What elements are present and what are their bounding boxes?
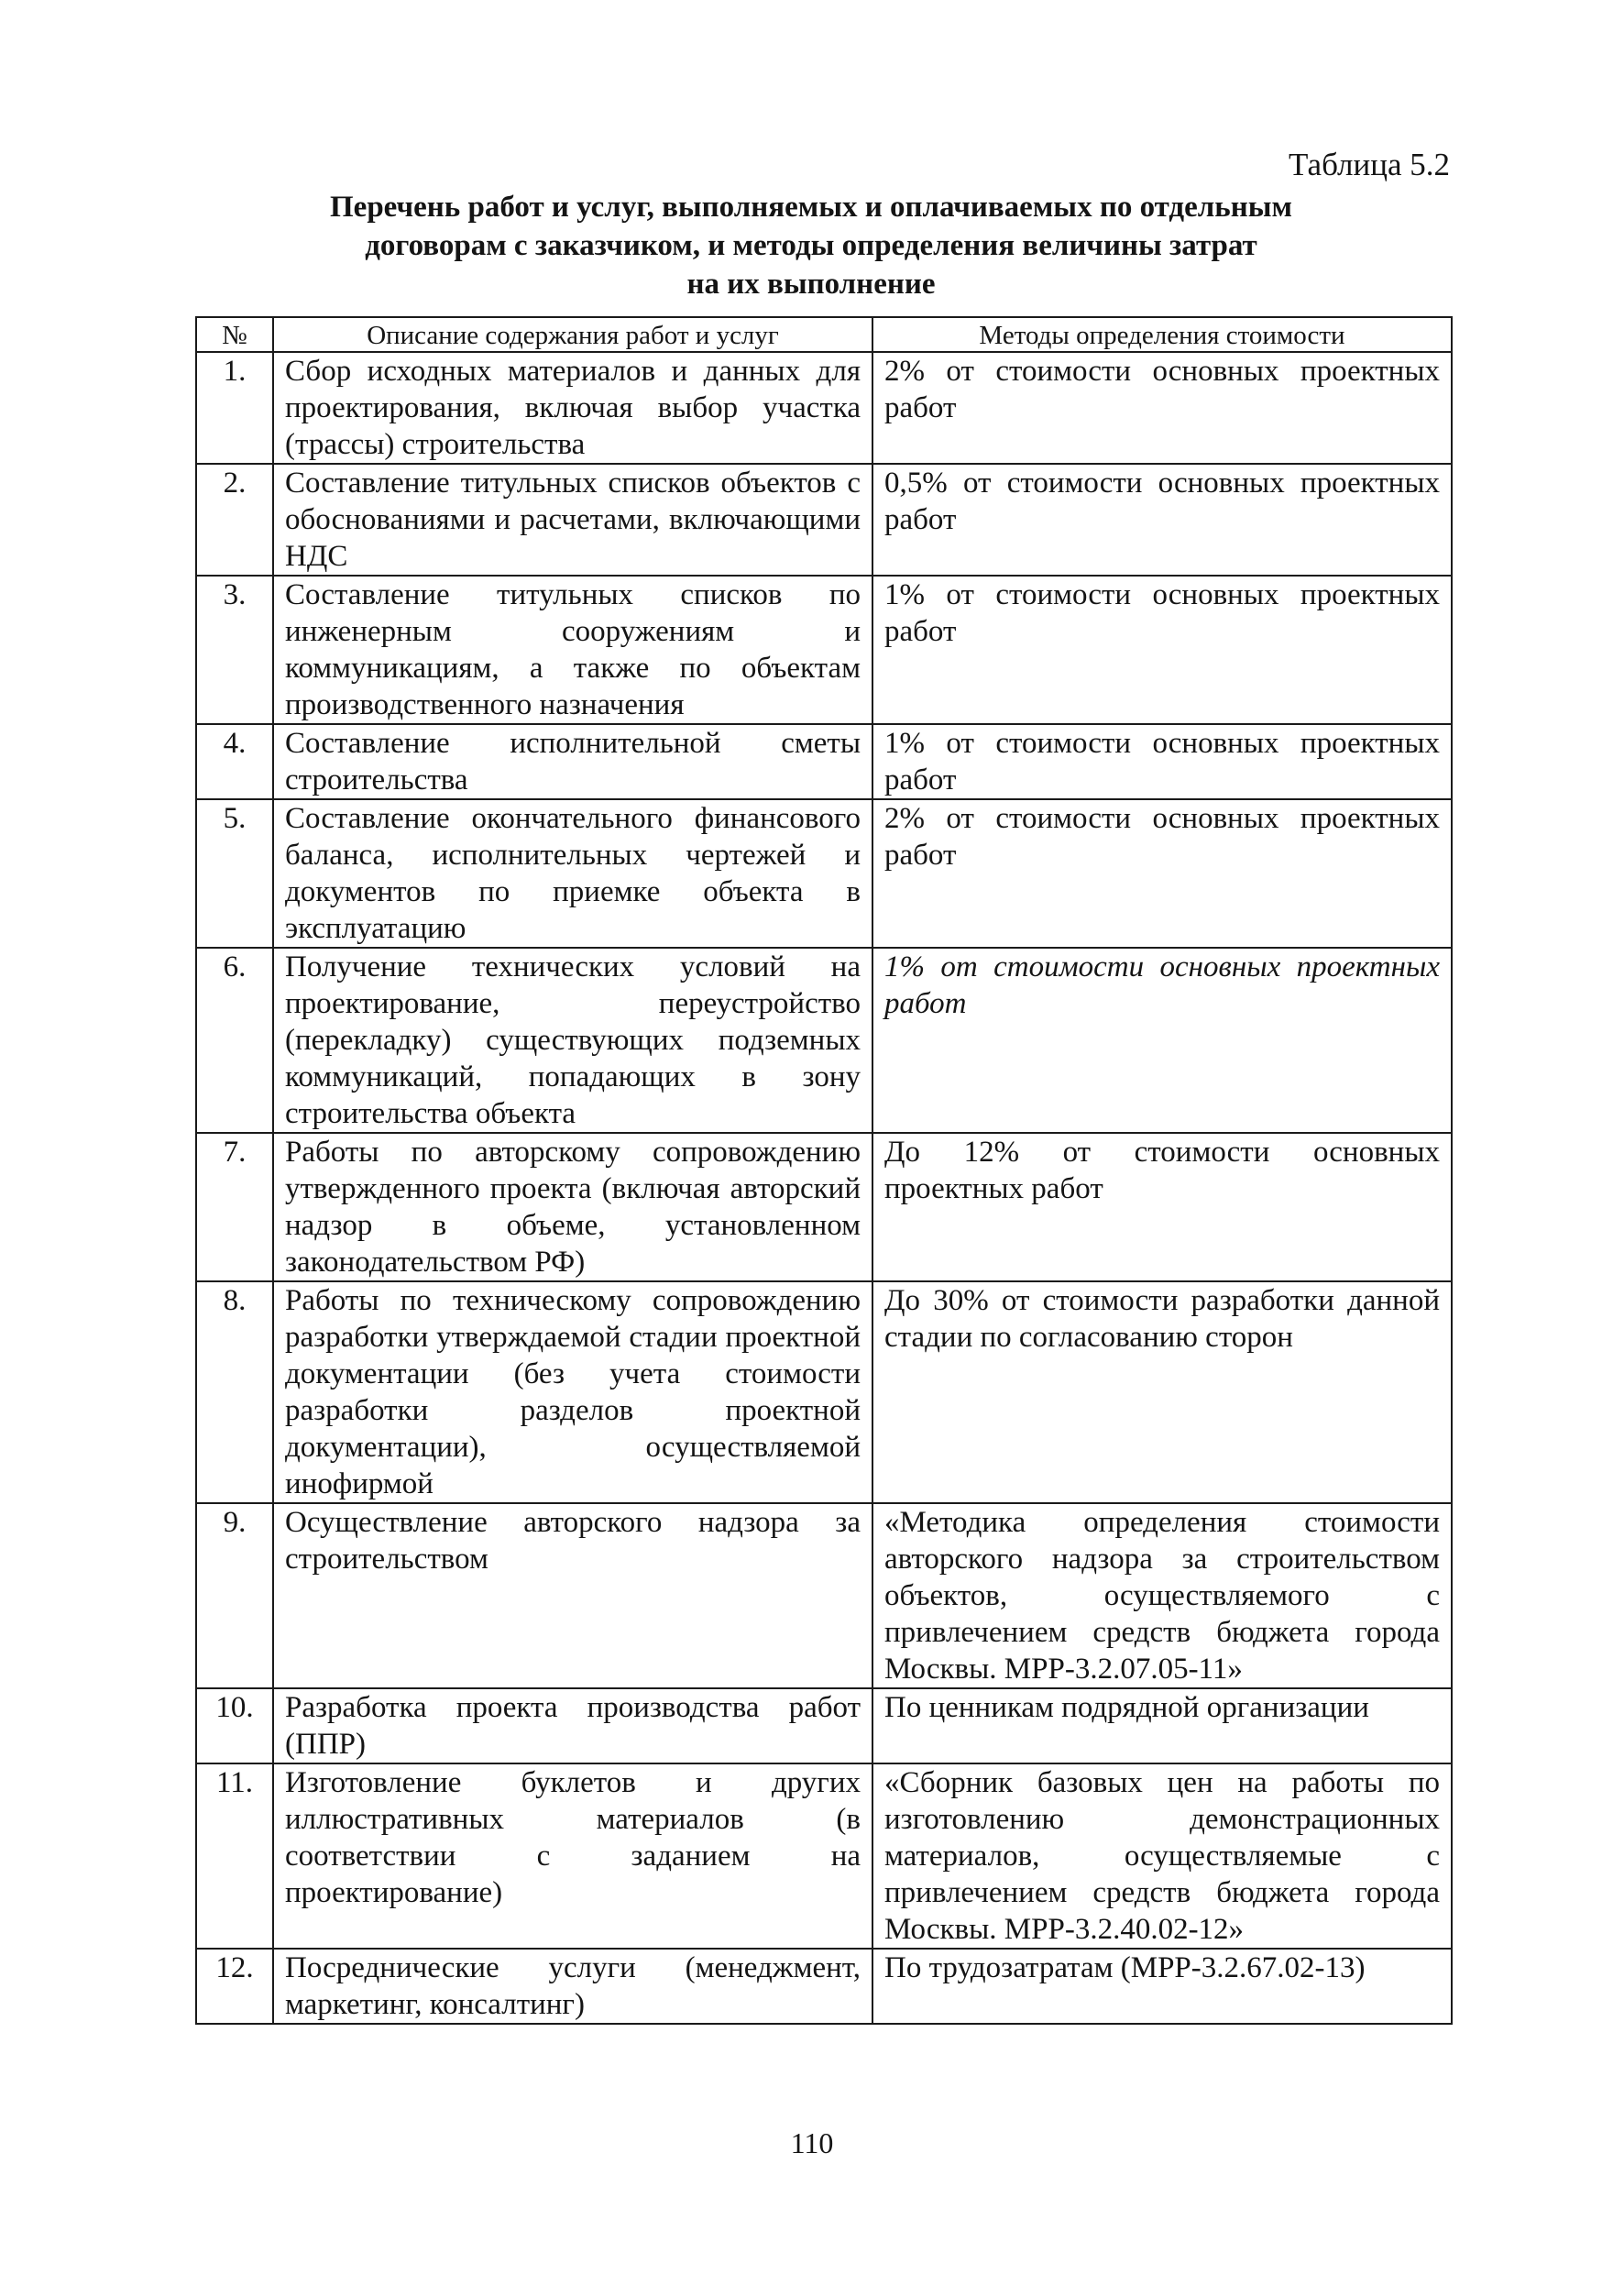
row-method: До 30% от стоимости разработки данной стадии по согласованию сторон [872,1281,1452,1503]
document-title [202,188,1421,303]
row-method: «Методика определения стоимости авторского надзора за строительством объектов, осуществляемого с привлечением средств бюджета города Москвы. МРР-3.2.07.05-11» [872,1503,1452,1688]
header-method: Методы определения стоимости [872,317,1452,352]
row-number: 2. [196,464,273,576]
row-description: Посреднические услуги (менеджмент, маркетинг, консалтинг) [273,1949,872,2024]
row-number: 11. [196,1763,273,1949]
table-row [196,576,1452,724]
row-description: Работы по техническому сопровождению разработки утверждаемой стадии проектной документации (без учета стоимости разработки разделов проектной документации), осуществляемой инофирмой [273,1281,872,1503]
row-description: Разработка проекта производства работ (ППР) [273,1688,872,1763]
works-table [195,316,1453,2025]
row-description: Осуществление авторского надзора за строительством [273,1503,872,1688]
row-method: По ценникам подрядной организации [872,1688,1452,1763]
row-method: 0,5% от стоимости основных проектных работ [872,464,1452,576]
row-method: 2% от стоимости основных проектных работ [872,352,1452,464]
row-number: 10. [196,1688,273,1763]
row-method: До 12% от стоимости основных проектных работ [872,1133,1452,1281]
table-header-row [196,317,1452,352]
row-description: Составление титульных списков по инженерным сооружениям и коммуникациям, а также по объектам производственного назначения [273,576,872,724]
row-number: 12. [196,1949,273,2024]
table-row [196,1281,1452,1503]
table-row [196,1503,1452,1688]
table-row [196,1688,1452,1763]
row-description: Работы по авторскому сопровождению утвержденного проекта (включая авторский надзор в объеме, установленном законодательством РФ) [273,1133,872,1281]
row-number: 1. [196,352,273,464]
row-number: 6. [196,948,273,1133]
row-number: 9. [196,1503,273,1688]
table-row [196,799,1452,948]
table-row [196,1133,1452,1281]
row-method: По трудозатратам (МРР-3.2.67.02-13) [872,1949,1452,2024]
table-row [196,1763,1452,1949]
row-number: 7. [196,1133,273,1281]
row-method: 2% от стоимости основных проектных работ [872,799,1452,948]
title-line: договорам с заказчиком, и методы определения величины затрат [365,229,1257,262]
row-method: 1% от стоимости основных проектных работ [872,576,1452,724]
table-row [196,948,1452,1133]
row-number: 5. [196,799,273,948]
header-description: Описание содержания работ и услуг [273,317,872,352]
header-number: № [196,317,273,352]
row-method: 1% от стоимости основных проектных работ [872,948,1452,1133]
row-description: Составление исполнительной сметы строительства [273,724,872,799]
page-number: 110 [790,2126,834,2159]
row-method: 1% от стоимости основных проектных работ [872,724,1452,799]
row-number: 4. [196,724,273,799]
row-number: 3. [196,576,273,724]
row-description: Изготовление буклетов и других иллюстративных материалов (в соответствии с заданием на проектирование) [273,1763,872,1949]
title-line: на их выполнение [686,268,936,301]
table-caption: Таблица 5.2 [1289,147,1450,182]
row-description: Составление титульных списков объектов с обоснованиями и расчетами, включающими НДС [273,464,872,576]
row-description: Сбор исходных материалов и данных для проектирования, включая выбор участка (трассы) строительства [273,352,872,464]
row-description: Составление окончательного финансового баланса, исполнительных чертежей и документов по приемке объекта в эксплуатацию [273,799,872,948]
table-row [196,352,1452,464]
row-description: Получение технических условий на проектирование, переустройство (перекладку) существующих подземных коммуникаций, попадающих в зону строительства объекта [273,948,872,1133]
table-row [196,724,1452,799]
row-method: «Сборник базовых цен на работы по изготовлению демонстрационных материалов, осуществляемые с привлечением средств бюджета города Москвы. МРР-3.2.40.02-12» [872,1763,1452,1949]
row-number: 8. [196,1281,273,1503]
table-row [196,464,1452,576]
title-line: Перечень работ и услуг, выполняемых и оплачиваемых по отдельным [330,191,1292,224]
table-row [196,1949,1452,2024]
